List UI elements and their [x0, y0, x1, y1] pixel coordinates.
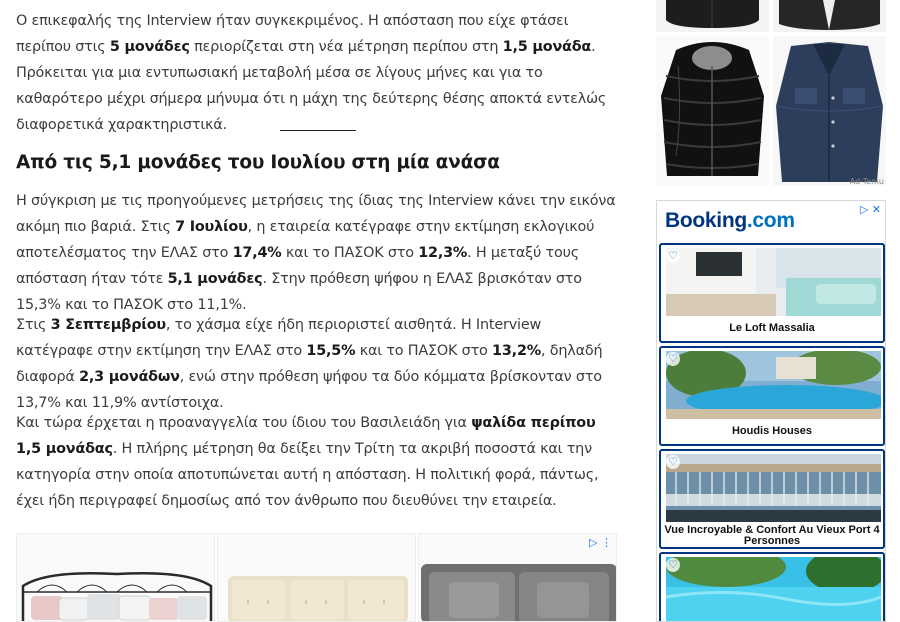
furniture-ad-banner[interactable]: [16, 533, 620, 622]
ad-product-cream-sofa[interactable]: [217, 533, 416, 622]
close-icon[interactable]: ✕: [871, 203, 881, 216]
bold-text: 7 Ιουλίου: [175, 219, 248, 235]
hotel-name: Le Loft Massalia: [729, 322, 815, 334]
ad-product-denim-jacket[interactable]: [773, 36, 886, 186]
section-divider: [280, 130, 356, 131]
bold-text: 12,3%: [418, 245, 468, 261]
ad-controls[interactable]: [860, 203, 881, 216]
text: και το ΠΑΣΟΚ στο: [355, 343, 493, 359]
text: . Η πλήρης μέτρηση θα δείξει την Τρίτη τα ακριβή ποσοστά και την κατηγορία στην οποία αποτυπώνεται αυτή η απόσταση. Η πολιτική φορά, πάντως, έχει ήδη περιγραφεί δημοσίως από τον άνθρωπο που διευθύνει την εταιρεία.: [16, 441, 599, 509]
hotel-name: Houdis Houses: [731, 425, 813, 437]
heart-icon[interactable]: ♡: [666, 558, 680, 572]
heart-icon[interactable]: ♡: [666, 249, 680, 263]
heart-icon[interactable]: ♡: [666, 455, 680, 469]
section-heading: Από τις 5,1 μονάδες του Ιουλίου στη μία ανάσα: [16, 152, 500, 173]
puffer-jacket-image: [656, 36, 769, 186]
text: Και τώρα έρχεται η προαναγγελία του ίδιου του Βασιλειάδη για: [16, 415, 472, 431]
text: . Στην πρόθεση ψήφου η ΕΛΑΣ βρισκόταν στο 15,3% και το ΠΑΣΟΚ στο 11,1%.: [16, 271, 582, 313]
booking-logo[interactable]: [665, 209, 795, 233]
text: και το ΠΑΣΟΚ στο: [281, 245, 419, 261]
text: , το χάσμα είχε ήδη περιοριστεί αισθητά. Η Interview κατέγραφε στην εκτίμηση την ΕΛΑΣ στο: [16, 317, 542, 359]
article-paragraph: [16, 312, 622, 416]
hotel-card[interactable]: [659, 243, 885, 343]
bold-text: 5 μονάδες: [109, 39, 190, 55]
jacket-image: [656, 0, 769, 32]
grey-sofa-image: [419, 534, 617, 622]
jacket-image: [773, 0, 886, 32]
article-paragraph: [16, 8, 622, 138]
ad-label: Ad·Temu: [849, 177, 884, 186]
daybed-image: [17, 534, 215, 622]
hotel-name: Vue Incroyable & Confort Au Vieux Port 4 Personnes: [664, 524, 880, 547]
hotel-image: [666, 351, 881, 419]
text: , ενώ στην πρόθεση ψήφου τα δύο κόμματα βρίσκονταν στο 13,7% και 11,9% αντίστοιχα.: [16, 369, 602, 411]
cream-sofa-image: [218, 534, 416, 622]
bold-text: 1,5 μονάδα: [502, 39, 592, 55]
logo-suffix: .com: [746, 209, 795, 232]
bold-text: 5,1 μονάδες: [167, 271, 263, 287]
text: , η εταιρεία κατέγραφε στην εκτίμηση εκλογικού αποτελέσματος την ΕΛΑΣ στο: [16, 219, 595, 261]
text: . Η μεταξύ τους απόσταση ήταν τότε: [16, 245, 579, 287]
heart-icon[interactable]: ♡: [666, 352, 680, 366]
ad-product-grey-sofa[interactable]: [418, 533, 617, 622]
denim-jacket-image: [773, 36, 886, 186]
article-paragraph: [16, 410, 622, 514]
bold-text: 13,2%: [492, 343, 541, 359]
ad-choices-icon[interactable]: ▷: [859, 203, 869, 216]
text: Στις: [16, 317, 51, 333]
text: , δηλαδή διαφορά: [16, 343, 603, 385]
ad-product-jacket-top-left[interactable]: [656, 0, 769, 32]
hotel-card[interactable]: [659, 346, 885, 446]
bold-text: 3 Σεπτεμβρίου: [50, 317, 166, 333]
text: περιορίζεται στη νέα μέτρηση περίπου στη: [189, 39, 503, 55]
bold-text: ψαλίδα περίπου 1,5 μονάδας: [16, 415, 596, 457]
hotel-card[interactable]: [659, 449, 885, 549]
logo-text: Booking: [665, 209, 747, 232]
ad-choices-icon[interactable]: ▷ ⋮: [589, 536, 612, 549]
ad-product-daybed[interactable]: [16, 533, 215, 622]
bold-text: 17,4%: [232, 245, 282, 261]
ad-product-puffer-jacket[interactable]: [656, 36, 769, 186]
bold-text: 2,3 μονάδων: [79, 369, 180, 385]
hotel-image: [666, 248, 881, 316]
hotel-image: [666, 454, 881, 522]
booking-ad[interactable]: [656, 200, 886, 622]
text: Η σύγκριση με τις προηγούμενες μετρήσεις της ίδιας της Interview κάνει την εικόνα ακόμη πιο βαριά. Στις: [16, 193, 616, 235]
hotel-card[interactable]: [659, 552, 885, 622]
article-paragraph: [16, 188, 622, 318]
hotel-image: [666, 557, 881, 622]
text: . Πρόκειται για μια εντυπωσιακή μεταβολή μέσα σε λίγους μήνες και για το καθαρότερο μέχρι σήμερα μήνυμα ότι η μάχη της δεύτερης θέσης αποκτά εντελώς διαφορετικά χαρακτηριστικά.: [16, 39, 607, 133]
bold-text: 15,5%: [306, 343, 356, 359]
clothing-ad[interactable]: [656, 0, 886, 187]
text: Ο επικεφαλής της Interview ήταν συγκεκριμένος. Η απόσταση που είχε φτάσει περίπου στις: [16, 13, 569, 55]
ad-product-jacket-top-right[interactable]: [773, 0, 886, 32]
